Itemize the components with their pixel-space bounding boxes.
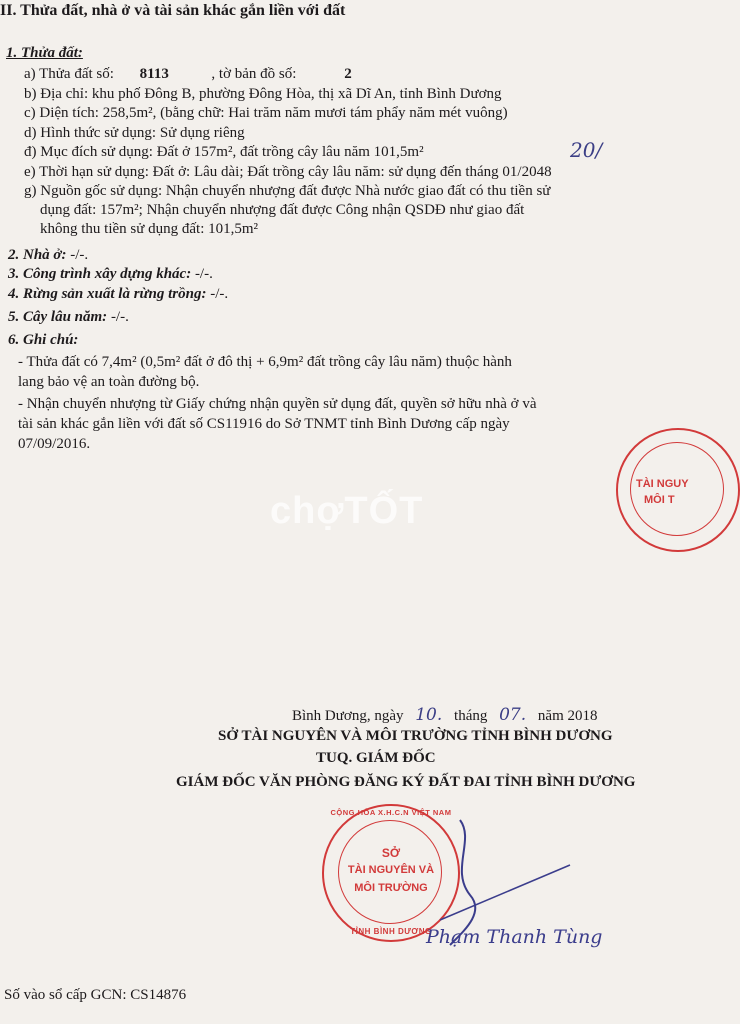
construction-value: -/-. bbox=[194, 266, 213, 282]
map-number: 2 bbox=[344, 66, 352, 82]
stamp-line-1: SỞ bbox=[381, 846, 401, 860]
house-row bbox=[8, 246, 88, 264]
office-title: GIÁM ĐỐC VĂN PHÒNG ĐĂNG KÝ ĐẤT ĐAI TỈNH BÌNH DƯƠNG bbox=[176, 774, 636, 790]
note-2-line-2: tài sản khác gắn liền với đất số CS11916 do Sở TNMT tỉnh Bình Dương cấp ngày bbox=[18, 416, 510, 432]
house-heading: 2. Nhà ở: bbox=[8, 247, 67, 263]
land-heading: 1. Thửa đất: bbox=[6, 45, 83, 61]
perennial-row bbox=[8, 308, 129, 326]
stamp-line-2: TÀI NGUYÊN VÀ bbox=[347, 864, 435, 876]
origin-line-2: dụng đất: 157m²; Nhận chuyển nhượng đất được Công nhận QSDĐ như giao đất bbox=[40, 202, 525, 218]
registry-number: Số vào sổ cấp GCN: CS14876 bbox=[4, 987, 187, 1003]
date-line bbox=[292, 705, 597, 725]
note-1-line-1: - Thửa đất có 7,4m² (0,5m² đất ở đô thị + 6,9m² đất trồng cây lâu năm) thuộc hành bbox=[18, 354, 512, 370]
tuq-line: TUQ. GIÁM ĐỐC bbox=[316, 750, 436, 766]
stamp-line-3: MÔI TRƯỜNG bbox=[354, 882, 428, 894]
area-line: c) Diện tích: 258,5m², (bằng chữ: Hai trăm năm mươi tám phẩy năm mét vuông) bbox=[24, 105, 508, 121]
parcel-number: 8113 bbox=[139, 66, 169, 82]
section-title: II. Thửa đất, nhà ở và tài sản khác gắn liền với đất bbox=[0, 2, 346, 19]
origin-line-3: không thu tiền sử dụng đất: 101,5m² bbox=[40, 221, 259, 237]
parcel-label: a) Thửa đất số: bbox=[24, 66, 114, 82]
date-place: Bình Dương, ngày bbox=[292, 708, 404, 724]
notes-heading: 6. Ghi chú: bbox=[8, 332, 79, 348]
construction-row bbox=[8, 265, 213, 283]
date-year: năm 2018 bbox=[537, 708, 598, 724]
note-2-line-1: - Nhận chuyển nhượng từ Giấy chứng nhận quyền sử dụng đất, quyền sở hữu nhà ở và bbox=[18, 396, 537, 412]
address-line: b) Địa chỉ: khu phố Đông B, phường Đông Hòa, thị xã Dĩ An, tỉnh Bình Dương bbox=[24, 86, 502, 102]
agency-name: SỞ TÀI NGUYÊN VÀ MÔI TRƯỜNG TỈNH BÌNH DƯƠNG bbox=[218, 728, 613, 744]
edge-stamp-line-1: TÀI NGUY bbox=[636, 478, 689, 490]
perennial-heading: 5. Cây lâu năm: bbox=[8, 309, 108, 325]
usage-form-line: d) Hình thức sử dụng: Sử dụng riêng bbox=[24, 125, 245, 141]
edge-stamp bbox=[616, 428, 740, 552]
stamp-ring-text: CỘNG HÒA X.H.C.N VIỆT NAM bbox=[330, 808, 452, 817]
signer-name: Phạm Thanh Tùng bbox=[426, 926, 603, 948]
note-2-line-3: 07/09/2016. bbox=[18, 436, 91, 452]
watermark: chợTỐT bbox=[270, 490, 424, 532]
purpose-line: đ) Mục đích sử dụng: Đất ở 157m², đất trồng cây lâu năm 101,5m² bbox=[24, 144, 424, 160]
parcel-row bbox=[24, 65, 352, 83]
forest-heading: 4. Rừng sản xuất là rừng trồng: bbox=[8, 286, 207, 302]
date-day: 10. bbox=[415, 705, 443, 725]
handwritten-mark: 20/ bbox=[570, 138, 603, 162]
house-value: -/-. bbox=[70, 247, 89, 263]
edge-stamp-line-2: MÔI T bbox=[644, 494, 675, 506]
origin-line-1: g) Nguồn gốc sử dụng: Nhận chuyển nhượng đất được Nhà nước giao đất có thu tiền sử bbox=[24, 183, 551, 199]
map-label: , tờ bản đồ số: bbox=[211, 66, 297, 82]
date-month-label: tháng bbox=[454, 708, 488, 724]
perennial-value: -/-. bbox=[110, 309, 129, 325]
date-month: 07. bbox=[499, 705, 527, 725]
stamp-bottom-text: TỈNH BÌNH DƯƠNG bbox=[350, 927, 432, 936]
note-1-line-2: lang bảo vệ an toàn đường bộ. bbox=[18, 374, 200, 390]
forest-row bbox=[8, 285, 228, 303]
forest-value: -/-. bbox=[210, 286, 229, 302]
construction-heading: 3. Công trình xây dựng khác: bbox=[8, 266, 192, 282]
term-line: e) Thời hạn sử dụng: Đất ở: Lâu dài; Đất trồng cây lâu năm: sử dụng đến tháng 01/2048 bbox=[24, 164, 552, 180]
